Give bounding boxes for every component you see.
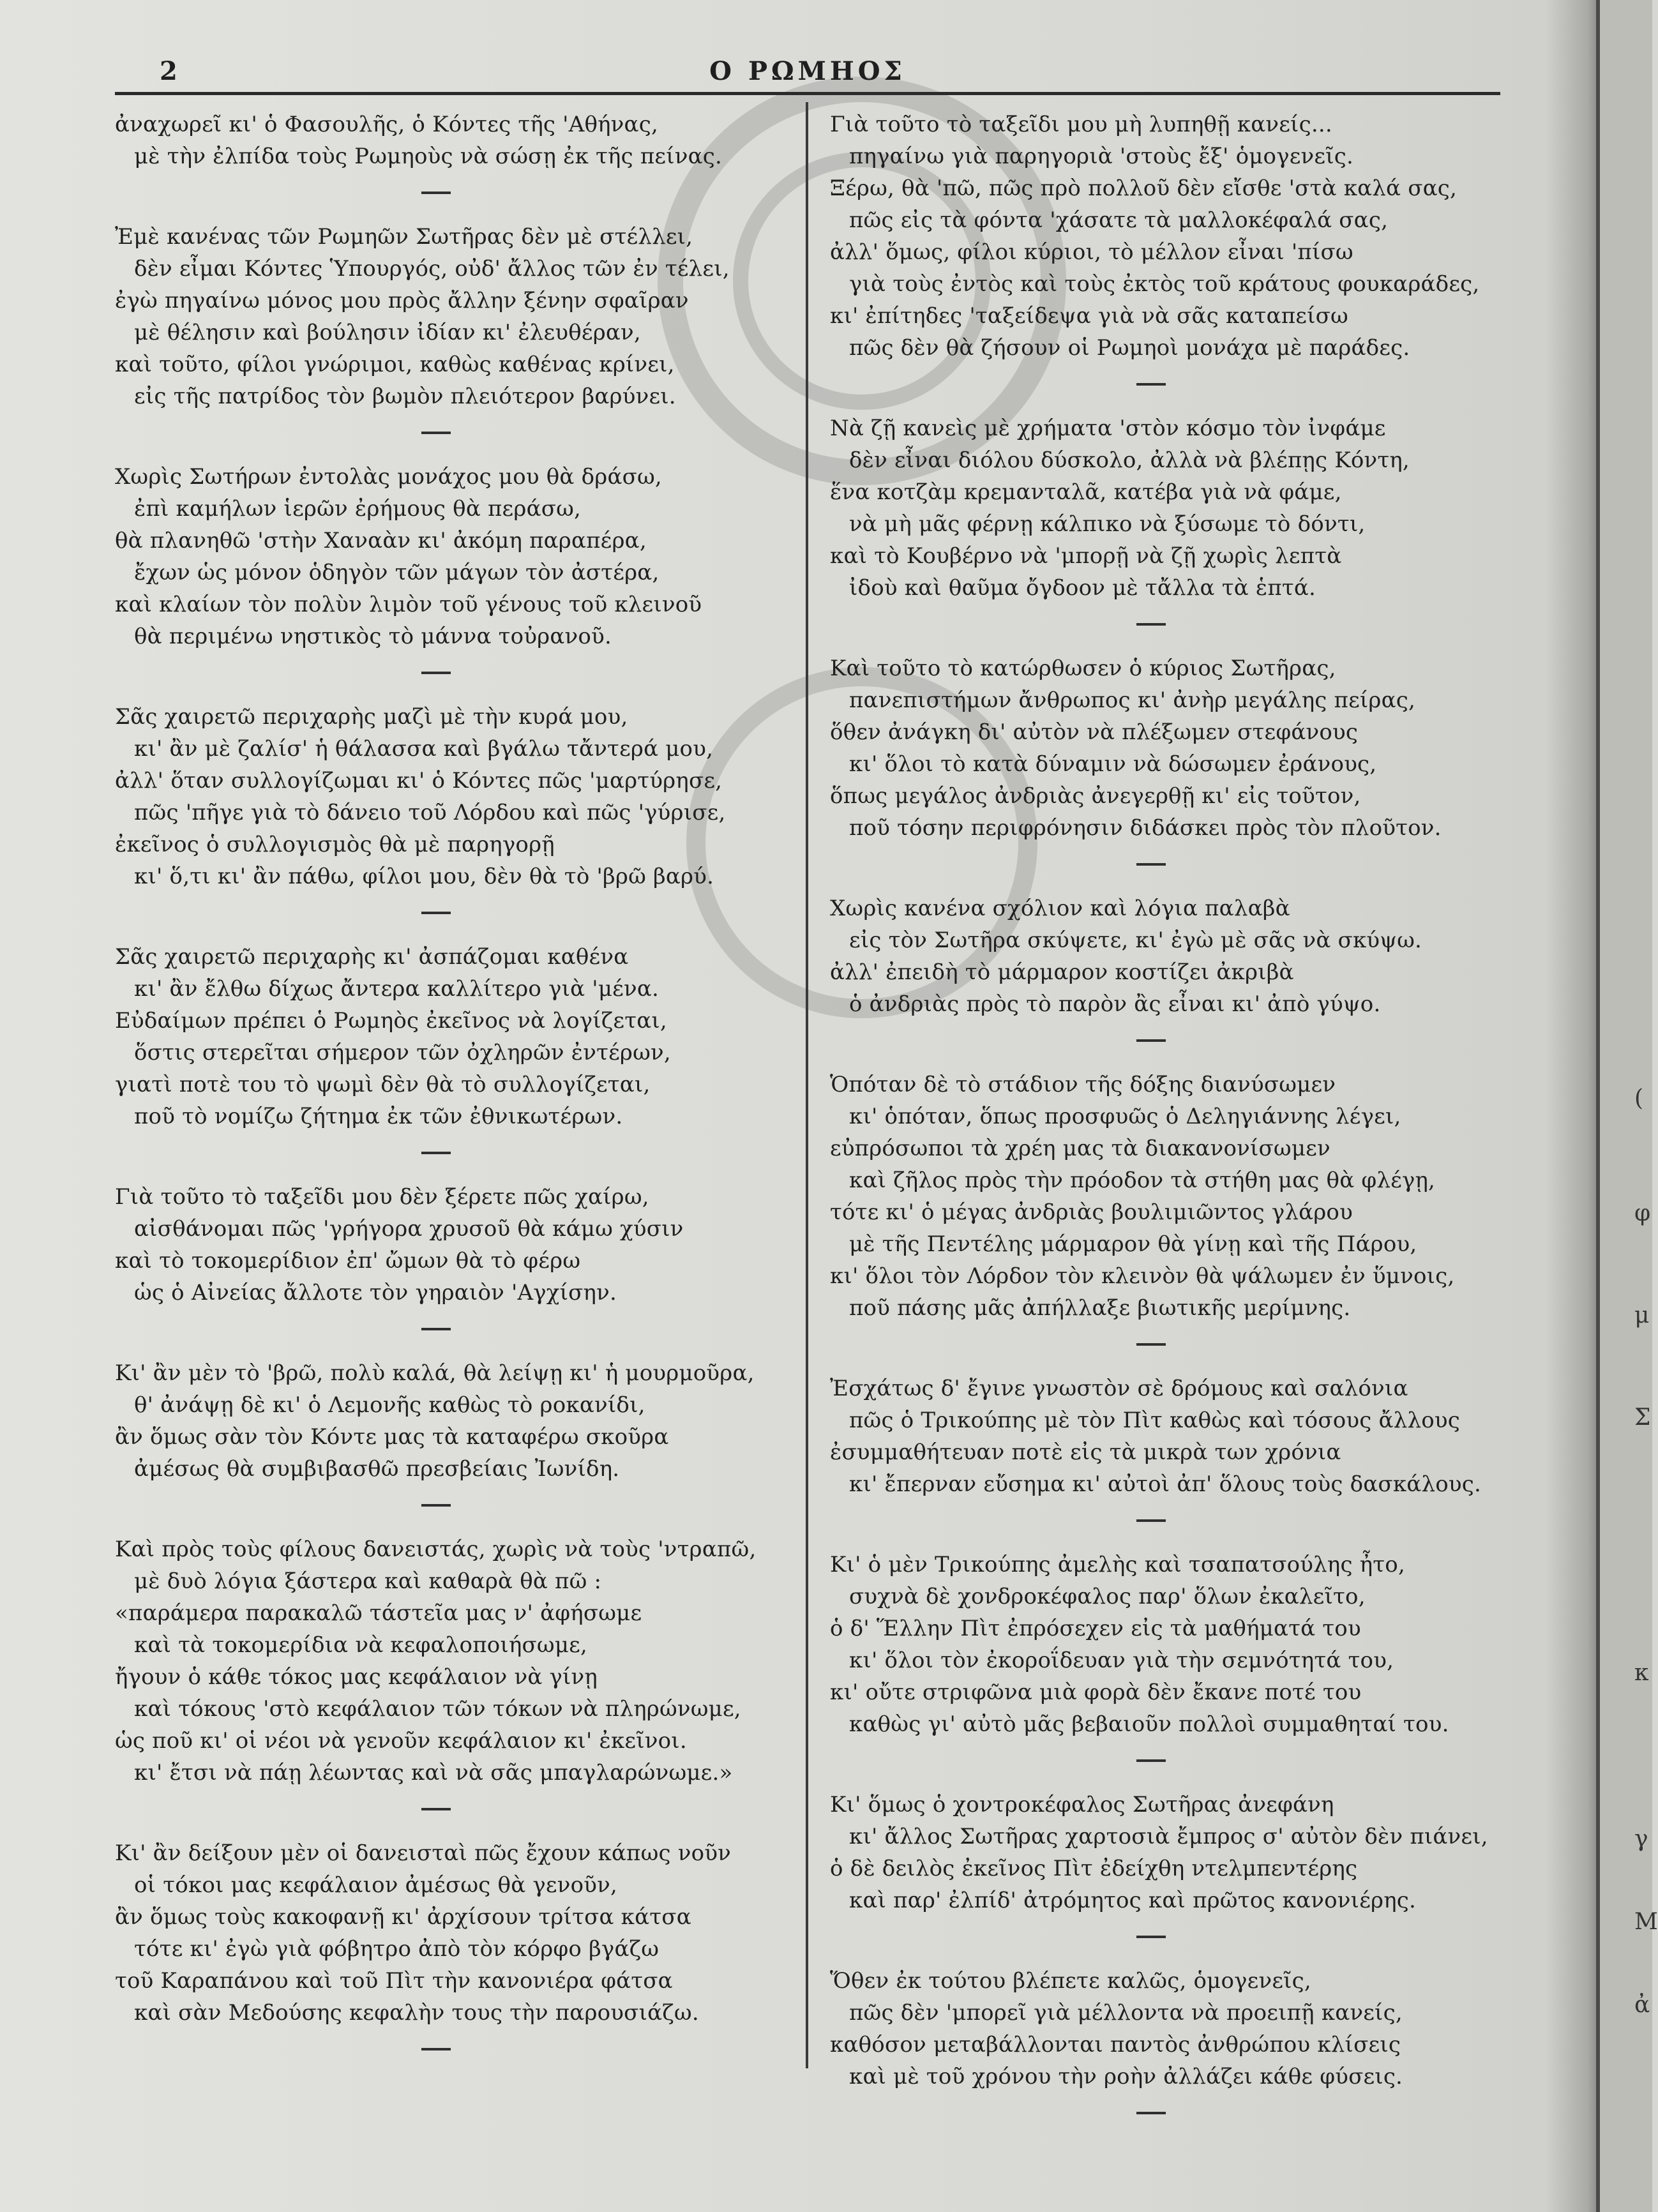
stanza-separator (1136, 623, 1166, 626)
poem-line: Κι' ὁ μὲν Τρικούπης ἀμελὴς καὶ τσαπατσούλης ἦτο, (830, 1552, 1405, 1577)
poem-line: Γιὰ τοῦτο τὸ ταξεῖδι μου δὲν ξέρετε πῶς χαίρω, (115, 1184, 649, 1210)
stanza-separator (421, 432, 451, 434)
poem-line: ἰδοὺ καὶ θαῦμα ὄγδοον μὲ τἄλλα τὰ ἑπτά. (849, 575, 1316, 601)
poem-line: ἐσυμμαθήτευαν ποτὲ εἰς τὰ μικρὰ των χρόνια (830, 1440, 1341, 1465)
poem-line: ἕνα κοτζὰμ κρεμανταλᾶ, κατέβα γιὰ νὰ φάμε, (830, 479, 1342, 505)
masthead-title: Ο ΡΩΜΗΟΣ (709, 56, 906, 86)
stanza-separator (1136, 1039, 1166, 1042)
poem-line: ποῦ τὸ νομίζω ζήτημα ἐκ τῶν ἐθνικωτέρων. (134, 1104, 623, 1129)
stanza-separator (421, 912, 451, 914)
poem-line: πῶς 'πῆγε γιὰ τὸ δάνειο τοῦ Λόρδου καὶ πῶς 'γύρισε, (134, 800, 726, 825)
page-number: 2 (160, 56, 177, 86)
edge-glyph: ἀ (1634, 1992, 1650, 2018)
poem-line: κι' ἔτσι νὰ πάῃ λέωντας καὶ νὰ σᾶς μπαγλαρώνωμε.» (134, 1760, 733, 1786)
poem-stanza (830, 1549, 1507, 1740)
poem-line: καὶ σὰν Μεδούσης κεφαλὴν τους τὴν παρουσιάζω. (134, 2000, 699, 2026)
poem-stanza (115, 701, 792, 892)
stanza-separator (421, 1808, 451, 1810)
poem-stanza (115, 1181, 792, 1309)
poem-line: καὶ τοῦτο, φίλοι γνώριμοι, καθὼς καθένας κρίνει, (115, 352, 675, 377)
edge-glyph: κ (1634, 1660, 1649, 1686)
stanza-separator (1136, 1343, 1166, 1346)
poem-line: κι' ἔπερναν εὔσημα κι' αὐτοὶ ἀπ' ὅλους τοὺς δασκάλους. (849, 1471, 1481, 1497)
poem-line: ἀλλ' ἐπειδὴ τὸ μάρμαρον κοστίζει ἀκριβὰ (830, 959, 1294, 985)
stanza-separator (421, 192, 451, 194)
poem-stanza (830, 892, 1507, 1020)
poem-line: Κι' ὅμως ὁ χοντροκέφαλος Σωτῆρας ἀνεφάνη (830, 1792, 1334, 1817)
poem-line: ἔχων ὡς μόνον ὁδηγὸν τῶν μάγων τὸν ἀστέρα, (134, 560, 659, 585)
poem-line: καὶ τὸ Κουβέρνο νὰ 'μπορῇ νὰ ζῇ χωρὶς λεπτὰ (830, 543, 1342, 569)
poem-line: καὶ τὸ τοκομερίδιον ἐπ' ὤμων θὰ τὸ φέρω (115, 1248, 581, 1274)
poem-line: ἀμέσως θὰ συμβιβασθῶ πρεσβείαις Ἰωνίδη. (134, 1456, 620, 1482)
poem-line: ὁ ἀνδριὰς πρὸς τὸ παρὸν ἂς εἶναι κι' ἀπὸ γύψο. (849, 991, 1381, 1017)
stanza-separator (421, 1152, 451, 1154)
poem-line: «παράμερα παρακαλῶ τάστεῖα μας ν' ἀφήσωμε (115, 1600, 642, 1626)
poem-line: ὁ δὲ δειλὸς ἐκεῖνος Πὶτ ἐδείχθη ντελμπεντέρης (830, 1856, 1358, 1881)
poem-line: ποῦ πάσης μᾶς ἀπήλλαξε βιωτικῆς μερίμνης. (849, 1295, 1351, 1321)
poem-stanza (115, 1837, 792, 2029)
poem-stanza (830, 1965, 1507, 2093)
poem-line: καὶ ζῆλος πρὸς τὴν πρόοδον τὰ στήθη μας θὰ φλέγῃ, (849, 1168, 1436, 1193)
poem-line: κι' ἐπίτηδες 'ταξείδεψα γιὰ νὰ σᾶς καταπείσω (830, 303, 1348, 329)
poem-line: κι' ἂν ἔλθω δίχως ἄντερα καλλίτερο γιὰ 'μένα. (134, 976, 659, 1002)
poem-line: Νὰ ζῇ κανεὶς μὲ χρήματα 'στὸν κόσμο τὸν ἰνφάμε (830, 416, 1386, 441)
poem-line: ἀλλ' ὅταν συλλογίζωμαι κι' ὁ Κόντες πῶς 'μαρτύρησε, (115, 768, 723, 794)
poem-line: Σᾶς χαιρετῶ περιχαρὴς μαζὶ μὲ τὴν κυρά μου, (115, 704, 628, 730)
poem-line: θ' ἀνάψῃ δὲ κι' ὁ Λεμονῆς καθὼς τὸ ροκανίδι, (134, 1392, 645, 1418)
poem-line: ὡς ποῦ κι' οἱ νέοι νὰ γενοῦν κεφάλαιον κι' ἐκεῖνοι. (115, 1728, 687, 1754)
poem-stanza (830, 1789, 1507, 1916)
stanza-separator (1136, 383, 1166, 386)
column-divider (806, 102, 808, 2068)
poem-line: ἤγουν ὁ κάθε τόκος μας κεφάλαιον νὰ γίνῃ (115, 1664, 598, 1690)
poem-line: καὶ τόκους 'στὸ κεφάλαιον τῶν τόκων νὰ πληρώνωμε, (134, 1696, 741, 1722)
poem-line: Ὁπόταν δὲ τὸ στάδιον τῆς δόξης διανύσωμεν (830, 1072, 1336, 1097)
edge-glyph: μ (1634, 1302, 1650, 1328)
poem-line: συχνὰ δὲ χονδροκέφαλος παρ' ὅλων ἐκαλεῖτο, (849, 1584, 1366, 1609)
poem-line: δὲν εἶναι διόλου δύσκολο, ἀλλὰ νὰ βλέπῃς Κόντη, (849, 448, 1410, 473)
poem-line: κι' οὔτε στριφῶνα μιὰ φορὰ δὲν ἔκανε ποτέ του (830, 1680, 1362, 1705)
poem-line: οἱ τόκοι μας κεφάλαιον ἀμέσως θὰ γενοῦν, (134, 1872, 617, 1898)
poem-line: Γιὰ τοῦτο τὸ ταξεῖδι μου μὴ λυπηθῇ κανείς... (830, 112, 1332, 137)
poem-line: τότε κι' ὁ μέγας ἀνδριὰς βουλιμιῶντος γλάρου (830, 1200, 1353, 1225)
stanza-separator (421, 1504, 451, 1507)
poem-stanza (115, 941, 792, 1132)
poem-line: ἐπὶ καμήλων ἱερῶν ἐρήμους θὰ περάσω, (134, 496, 582, 522)
poem-line: γιατὶ ποτὲ του τὸ ψωμὶ δὲν θὰ τὸ συλλογίζεται, (115, 1072, 651, 1097)
poem-line: μὲ τὴν ἐλπίδα τοὺς Ρωμηοὺς νὰ σώσῃ ἐκ τῆς πείνας. (134, 144, 723, 169)
poem-line: Εὐδαίμων πρέπει ὁ Ρωμηὸς ἐκεῖνος νὰ λογίζεται, (115, 1008, 667, 1034)
poem-line: κι' ὅλοι τὸν ἐκοροΐδευαν γιὰ τὴν σεμνότητά του, (849, 1648, 1394, 1673)
poem-line: κι' ἂν μὲ ζαλίσ' ἡ θάλασσα καὶ βγάλω τἄντερά μου, (134, 736, 714, 762)
poem-line: εἰς τῆς πατρίδος τὸν βωμὸν πλειότερον βαρύνει. (134, 384, 676, 409)
poem-line: ἀναχωρεῖ κι' ὁ Φασουλῆς, ὁ Κόντες τῆς 'Αθήνας, (115, 112, 658, 137)
poem-line: Κι' ἂν μὲν τὸ 'βρῶ, πολὺ καλά, θὰ λείψῃ κι' ἡ μουρμοῦρα, (115, 1360, 755, 1386)
poem-line: κι' ἄλλος Σωτῆρας χαρτοσιὰ ἔμπρος σ' αὐτὸν δὲν πιάνει, (849, 1824, 1488, 1849)
right-column (830, 109, 1507, 2141)
poem-line: πηγαίνω γιὰ παρηγοριὰ 'στοὺς ἔξ' ὁμογενεῖς. (849, 144, 1354, 169)
stanza-separator (421, 1328, 451, 1330)
poem-line: θὰ πλανηθῶ 'στὴν Χαναὰν κι' ἀκόμη παραπέρα, (115, 528, 647, 553)
poem-line: Ὅθεν ἐκ τούτου βλέπετε καλῶς, ὁμογενεῖς, (830, 1968, 1311, 1994)
poem-line: Ἐσχάτως δ' ἔγινε γνωστὸν σὲ δρόμους καὶ σαλόνια (830, 1376, 1408, 1401)
poem-line: Σᾶς χαιρετῶ περιχαρὴς κι' ἀσπάζομαι καθένα (115, 944, 629, 970)
poem-line: ὡς ὁ Αἰνείας ἄλλοτε τὸν γηραιὸν 'Αγχίσην. (134, 1280, 617, 1305)
poem-line: ὅστις στερεῖται σήμερον τῶν ὀχληρῶν ἐντέρων, (134, 1040, 671, 1065)
poem-stanza (830, 109, 1507, 364)
header-rule (115, 92, 1500, 95)
poem-stanza (115, 1357, 792, 1485)
page-header (115, 50, 1500, 94)
poem-stanza (115, 1533, 792, 1789)
poem-line: καὶ παρ' ἐλπίδ' ἀτρόμητος καὶ πρῶτος κανονιέρης. (849, 1888, 1417, 1913)
poem-line: ἂν ὅμως σὰν τὸν Κόντε μας τὰ καταφέρω σκοῦρα (115, 1424, 669, 1450)
poem-line: καὶ τὰ τοκομερίδια νὰ κεφαλοποιήσωμε, (134, 1632, 587, 1658)
stanza-separator (1136, 1759, 1166, 1762)
poem-line: πῶς ὁ Τρικούπης μὲ τὸν Πὶτ καθὼς καὶ τόσους ἄλλους (849, 1408, 1460, 1433)
poem-stanza (115, 461, 792, 652)
poem-line: Καὶ τοῦτο τὸ κατώρθωσεν ὁ κύριος Σωτῆρας, (830, 656, 1336, 681)
edge-glyph: Μ (1634, 1909, 1658, 1935)
poem-line: μὲ δυὸ λόγια ξάστερα καὶ καθαρὰ θὰ πῶ : (134, 1569, 602, 1594)
poem-line: εἰς τὸν Σωτῆρα σκύψετε, κι' ἐγὼ μὲ σᾶς νὰ σκύψω. (849, 928, 1422, 953)
poem-line: ἐγὼ πηγαίνω μόνος μου πρὸς ἄλλην ξένην σφαῖραν (115, 288, 689, 313)
poem-line: ἀλλ' ὅμως, φίλοι κύριοι, τὸ μέλλον εἶναι 'πίσω (830, 239, 1353, 265)
poem-stanza (830, 652, 1507, 844)
poem-line: εὐπρόσωποι τὰ χρέη μας τὰ διακανονίσωμεν (830, 1136, 1330, 1161)
poem-line: καὶ κλαίων τὸν πολὺν λιμὸν τοῦ γένους τοῦ κλεινοῦ (115, 592, 702, 617)
poem-line: μὲ τῆς Πεντέλης μάρμαρον θὰ γίνῃ καὶ τῆς Πάρου, (849, 1231, 1417, 1257)
poem-line: θὰ περιμένω νηστικὸς τὸ μάννα τοὐρανοῦ. (134, 624, 612, 649)
poem-line: ὅπως μεγάλος ἀνδριὰς ἀνεγερθῇ κι' εἰς τοῦτον, (830, 783, 1361, 809)
poem-line: μὲ θέλησιν καὶ βούλησιν ἰδίαν κι' ἐλευθέραν, (134, 320, 641, 345)
poem-line: Ἐμὲ κανένας τῶν Ρωμηῶν Σωτῆρας δὲν μὲ στέλλει, (115, 224, 693, 250)
poem-line: πῶς δὲν 'μπορεῖ γιὰ μέλλοντα νὰ προειπῇ κανείς, (849, 2000, 1403, 2026)
poem-line: πῶς δὲν θὰ ζήσουν οἱ Ρωμηοὶ μονάχα μὲ παράδες. (849, 335, 1410, 361)
left-column (115, 109, 792, 2077)
poem-line: Καὶ πρὸς τοὺς φίλους δανειστάς, χωρὶς νὰ τοὺς 'ντραπῶ, (115, 1537, 757, 1562)
poem-stanza (115, 221, 792, 412)
edge-glyph: φ (1634, 1200, 1651, 1226)
poem-line: καθὼς γι' αὐτὸ μᾶς βεβαιοῦν πολλοὶ συμμαθηταί του. (849, 1712, 1449, 1737)
poem-line: τότε κι' ἐγὼ γιὰ φόβητρο ἀπὸ τὸν κόρφο βγάζω (134, 1936, 659, 1962)
edge-glyph: Σ (1634, 1404, 1651, 1431)
edge-glyph: γ (1634, 1826, 1648, 1852)
poem-line: πανεπιστήμων ἄνθρωπος κι' ἀνὴρ μεγάλης πείρας, (849, 688, 1416, 713)
poem-line: καὶ μὲ τοῦ χρόνου τὴν ροὴν ἀλλάζει κάθε φύσεις. (849, 2064, 1403, 2089)
end-separator (421, 2048, 451, 2050)
poem-line: καθόσον μεταβάλλονται παντὸς ἀνθρώπου κλίσεις (830, 2032, 1401, 2058)
poem-line: κι' ὅλοι τὸν Λόρδον τὸν κλεινὸν θὰ ψάλωμεν ἐν ὕμνοις, (830, 1263, 1455, 1289)
edge-glyph: ( (1634, 1085, 1644, 1111)
stanza-separator (421, 672, 451, 674)
stanza-separator (1136, 1519, 1166, 1522)
poem-line: ἂν ὅμως τοὺς κακοφανῇ κι' ἀρχίσουν τρίτσα κάτσα (115, 1904, 691, 1930)
stanza-separator (1136, 1936, 1166, 1938)
page-edge-line (1596, 0, 1600, 2212)
poem-line: ὁ δ' Ἕλλην Πὶτ ἐπρόσεχεν εἰς τὰ μαθήματά του (830, 1616, 1361, 1641)
poem-line: ἐκεῖνος ὁ συλλογισμὸς θὰ μὲ παρηγορῇ (115, 832, 555, 857)
poem-line: Χωρὶς κανένα σχόλιον καὶ λόγια παλαβὰ (830, 896, 1290, 921)
poem-line: κι' ὅλοι τὸ κατὰ δύναμιν νὰ δώσωμεν ἐράνους, (849, 751, 1377, 777)
poem-line: Χωρὶς Σωτήρων ἐντολὰς μονάχος μου θὰ δράσω, (115, 464, 662, 490)
poem-line: νὰ μὴ μᾶς φέρνῃ κάλπικο νὰ ξύσωμε τὸ δόντι, (849, 511, 1366, 537)
poem-stanza (115, 109, 792, 172)
adjacent-page-edge (1596, 0, 1652, 2212)
poem-line: ποῦ τόσην περιφρόνησιν διδάσκει πρὸς τὸν πλοῦτον. (849, 815, 1442, 841)
poem-line: ὅθεν ἀνάγκη δι' αὐτὸν νὰ πλέξωμεν στεφάνους (830, 719, 1359, 745)
poem-line: αἰσθάνομαι πῶς 'γρήγορα χρυσοῦ θὰ κάμω χύσιν (134, 1216, 684, 1242)
end-separator (1136, 2112, 1166, 2114)
poem-stanza (830, 412, 1507, 604)
poem-line: γιὰ τοὺς ἐντὸς καὶ τοὺς ἐκτὸς τοῦ κράτους φουκαράδες, (849, 271, 1480, 297)
poem-line: τοῦ Καραπάνου καὶ τοῦ Πὶτ τὴν κανονιέρα φάτσα (115, 1968, 673, 1994)
poem-line: κι' ὁπόταν, ὅπως προσφυῶς ὁ Δεληγιάννης λέγει, (849, 1104, 1401, 1129)
poem-line: Κι' ἂν δείξουν μὲν οἱ δανεισταὶ πῶς ἔχουν κάπως νοῦν (115, 1840, 732, 1866)
poem-line: Ξέρω, θὰ 'πῶ, πῶς πρὸ πολλοῦ δὲν εἴσθε 'στὰ καλά σας, (830, 176, 1458, 201)
poem-stanza (830, 1069, 1507, 1324)
poem-line: πῶς εἰς τὰ φόντα 'χάσατε τὰ μαλλοκέφαλά σας, (849, 207, 1389, 233)
poem-line: δὲν εἶμαι Κόντες Ὑπουργός, οὐδ' ἄλλος τῶν ἐν τέλει, (134, 256, 730, 282)
stanza-separator (1136, 863, 1166, 866)
poem-stanza (830, 1373, 1507, 1500)
poem-line: κι' ὅ,τι κι' ἂν πάθω, φίλοι μου, δὲν θὰ τὸ 'βρῶ βαρύ. (134, 864, 714, 889)
